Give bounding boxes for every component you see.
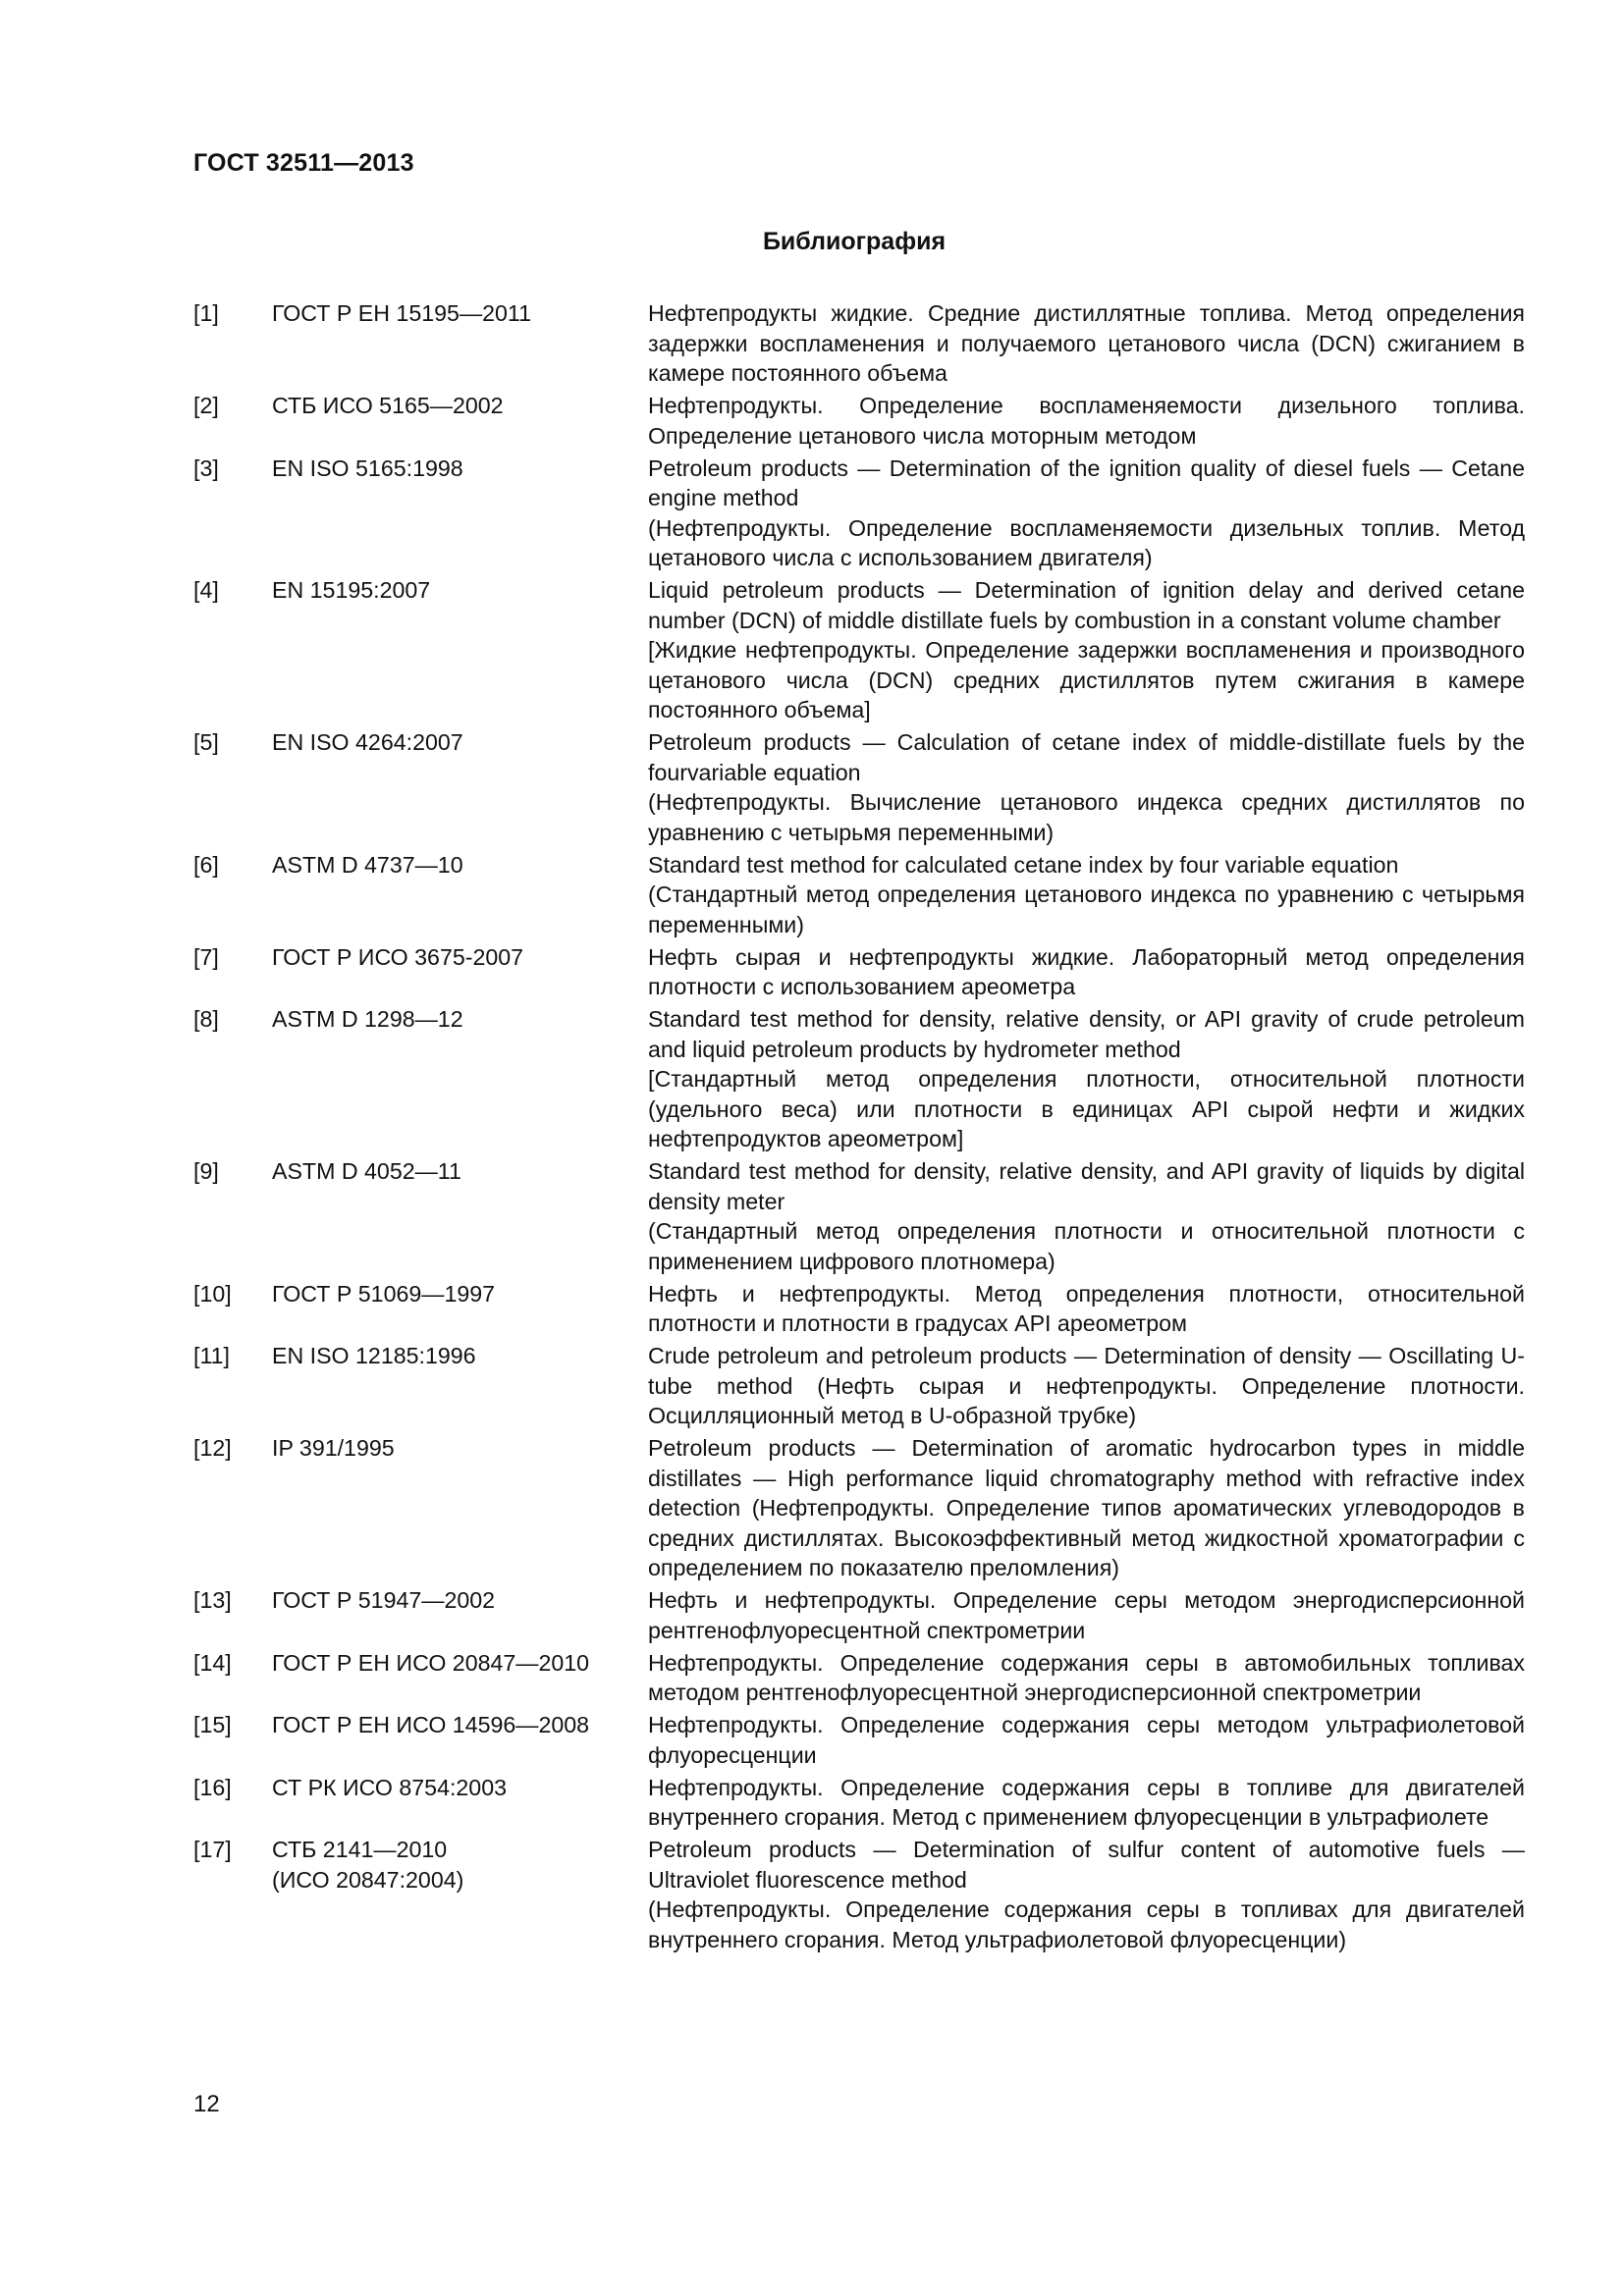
description-paragraph: Нефтепродукты. Определение воспламеняемости дизельного топлива. Определение цетанового числа моторным методом (648, 393, 1525, 449)
entry-number: [9] (193, 1158, 219, 1184)
reference-line: СТБ 2141—2010 (272, 1837, 448, 1862)
entry-number: [1] (193, 300, 219, 326)
description-paragraph: (Нефтепродукты. Определение воспламеняемости дизельных топлив. Метод цетанового числа с использованием двигателя) (648, 514, 1525, 570)
reference-line: ГОСТ Р ЕН 15195—2011 (272, 300, 531, 326)
entry-reference (272, 727, 648, 758)
entry-reference (272, 1433, 648, 1464)
bibliography-entry (193, 575, 1525, 725)
entry-description (648, 1710, 1525, 1770)
reference-line: СТ РК ИСО 8754:2003 (272, 1774, 507, 1800)
entry-reference (272, 1156, 648, 1187)
entry-description (648, 1773, 1525, 1833)
entry-reference (272, 850, 648, 881)
bibliography-entry (193, 298, 1525, 389)
entry-number: [11] (193, 1343, 230, 1368)
bibliography-entry (193, 1710, 1525, 1770)
description-paragraph: Petroleum products — Calculation of cetane index of middle-distillate fuels by the fourvariable equation (648, 729, 1525, 785)
entry-description (648, 1341, 1525, 1431)
description-paragraph: [Стандартный метод определения плотности, относительной плотности (удельного веса) или плотности в единицах API сырой нефти и жидких нефтепродуктов ареометром] (648, 1066, 1525, 1151)
entry-number: [14] (193, 1649, 232, 1676)
entry-reference (272, 1773, 648, 1803)
entry-description (648, 942, 1525, 1002)
entry-number: [15] (193, 1712, 232, 1737)
description-paragraph: Standard test method for density, relative density, and API gravity of liquids by digital density meter (648, 1158, 1525, 1214)
entry-number: [12] (193, 1435, 232, 1461)
description-paragraph: Нефть сырая и нефтепродукты жидкие. Лабораторный метод определения плотности с использованием ареометра (648, 943, 1525, 999)
description-paragraph: (Стандартный метод определения плотности и относительной плотности с применением цифрового плотномера) (648, 1218, 1525, 1274)
entry-number: [3] (193, 454, 219, 481)
entry-reference (272, 454, 648, 484)
bibliography-entry (193, 727, 1525, 847)
entry-description (648, 1156, 1525, 1276)
entry-number: [7] (193, 943, 219, 970)
entry-reference (272, 1585, 648, 1616)
reference-line: EN ISO 12185:1996 (272, 1343, 476, 1368)
bibliography-entry (193, 1585, 1525, 1645)
entry-reference (272, 942, 648, 973)
reference-line: ASTM D 1298—12 (272, 1006, 463, 1032)
entry-description (648, 850, 1525, 940)
entry-number: [10] (193, 1280, 232, 1307)
bibliography-entry (193, 1648, 1525, 1708)
description-paragraph: Crude petroleum and petroleum products — Determination of density — Oscillating U-tube method (Нефть сырая и нефтепродукты. Определение плотности. Осцилляционный метод в U-образной трубке) (648, 1343, 1525, 1428)
description-paragraph: Нефтепродукты. Определение содержания серы в автомобильных топливах методом рентгенофлуоресцентной энергодисперсионной спектрометрии (648, 1649, 1525, 1705)
entry-description (648, 1835, 1525, 1954)
description-paragraph: Нефть и нефтепродукты. Метод определения плотности, относительной плотности и плотности в градусах API ареометром (648, 1280, 1525, 1336)
reference-line: ГОСТ Р ЕН ИСО 20847—2010 (272, 1649, 590, 1676)
bibliography-entry (193, 454, 1525, 573)
entry-reference (272, 1341, 648, 1371)
entry-description (648, 454, 1525, 573)
reference-line: EN 15195:2007 (272, 577, 431, 603)
description-paragraph: Liquid petroleum products — Determination of ignition delay and derived cetane number (DCN) of middle distillate fuels by combustion in a constant volume chamber (648, 577, 1525, 633)
bibliography-entry (193, 1341, 1525, 1431)
bibliography-entry (193, 1156, 1525, 1276)
description-paragraph: Petroleum products — Determination of aromatic hydrocarbon types in middle distillates — High performance liquid chromatography method with refractive index detection (Нефтепродукты. Определение типов ароматических углеводородов в средних дистиллятах. Высокоэффективный метод жидкостной хроматографии с определением по показателю преломления) (648, 1435, 1525, 1580)
description-paragraph: Standard test method for density, relative density, or API gravity of crude petroleum and liquid petroleum products by hydrometer method (648, 1006, 1525, 1062)
entry-reference (272, 1648, 648, 1679)
bibliography-entry (193, 1279, 1525, 1339)
description-paragraph: Нефтепродукты. Определение содержания серы методом ультрафиолетовой флуоресценции (648, 1712, 1525, 1768)
entry-number: [4] (193, 577, 219, 603)
entry-reference (272, 1835, 648, 1895)
entry-number: [17] (193, 1837, 232, 1862)
entry-reference (272, 391, 648, 421)
bibliography-entry (193, 942, 1525, 1002)
entry-number: [16] (193, 1774, 232, 1800)
entry-description (648, 1648, 1525, 1708)
entry-reference (272, 298, 648, 329)
description-paragraph: Standard test method for calculated cetane index by four variable equation (648, 851, 1399, 878)
page-number: 12 (193, 2091, 220, 2117)
document-code-header: ГОСТ 32511—2013 (193, 149, 414, 177)
reference-line: ASTM D 4737—10 (272, 851, 463, 878)
entry-number: [6] (193, 851, 219, 878)
entry-number: [2] (193, 393, 219, 418)
bibliography-entry (193, 1835, 1525, 1954)
bibliography-entry (193, 1773, 1525, 1833)
entry-reference (272, 1710, 648, 1740)
bibliography-entry (193, 391, 1525, 451)
entry-reference (272, 575, 648, 606)
entry-description (648, 1004, 1525, 1154)
description-paragraph: (Стандартный метод определения цетанового индекса по уравнению с четырьмя переменными) (648, 881, 1525, 937)
description-paragraph: Нефтепродукты. Определение содержания серы в топливе для двигателей внутреннего сгорания. Метод с применением флуоресценции в ультрафиолете (648, 1774, 1525, 1830)
entry-reference (272, 1004, 648, 1035)
description-paragraph: [Жидкие нефтепродукты. Определение задержки воспламенения и производного цетанового числа (DCN) средних дистиллятов путем сжигания в камере постоянного объема] (648, 637, 1525, 722)
entry-number: [5] (193, 729, 219, 755)
description-paragraph: Нефть и нефтепродукты. Определение серы методом энергодисперсионной рентгенофлуоресцентной спектрометрии (648, 1587, 1525, 1643)
description-paragraph: (Нефтепродукты. Определение содержания серы в топливах для двигателей внутреннего сгорания. Метод ультрафиолетовой флуоресценции) (648, 1896, 1525, 1952)
bibliography-list (193, 298, 1525, 1957)
bibliography-entry (193, 850, 1525, 940)
reference-line: ГОСТ Р ЕН ИСО 14596—2008 (272, 1712, 590, 1737)
reference-line: ГОСТ Р 51947—2002 (272, 1587, 496, 1613)
entry-number: [13] (193, 1587, 232, 1613)
reference-line: ГОСТ Р 51069—1997 (272, 1280, 496, 1307)
reference-line: СТБ ИСО 5165—2002 (272, 393, 504, 418)
reference-line: IP 391/1995 (272, 1435, 395, 1461)
entry-reference (272, 1279, 648, 1309)
page-title: Библиография (762, 228, 947, 255)
reference-line: (ИСО 20847:2004) (272, 1866, 464, 1893)
entry-description (648, 1585, 1525, 1645)
bibliography-entry (193, 1433, 1525, 1583)
entry-description (648, 1279, 1525, 1339)
entry-description (648, 1433, 1525, 1583)
reference-line: EN ISO 5165:1998 (272, 454, 463, 481)
bibliography-entry (193, 1004, 1525, 1154)
reference-line: ASTM D 4052—11 (272, 1158, 461, 1184)
reference-line: EN ISO 4264:2007 (272, 729, 463, 755)
entry-description (648, 575, 1525, 725)
entry-description (648, 391, 1525, 451)
entry-number: [8] (193, 1006, 219, 1032)
entry-description (648, 727, 1525, 847)
reference-line: ГОСТ Р ИСО 3675-2007 (272, 943, 524, 970)
description-paragraph: Petroleum products — Determination of the ignition quality of diesel fuels — Cetane engine method (648, 454, 1525, 510)
description-paragraph: (Нефтепродукты. Вычисление цетанового индекса средних дистиллятов по уравнению с четырьмя переменными) (648, 789, 1525, 845)
entry-description (648, 298, 1525, 389)
description-paragraph: Petroleum products — Determination of sulfur content of automotive fuels — Ultraviolet fluorescence method (648, 1837, 1525, 1893)
description-paragraph: Нефтепродукты жидкие. Средние дистиллятные топлива. Метод определения задержки воспламенения и получаемого цетанового числа (DCN) сжиганием в камере постоянного объема (648, 300, 1525, 386)
